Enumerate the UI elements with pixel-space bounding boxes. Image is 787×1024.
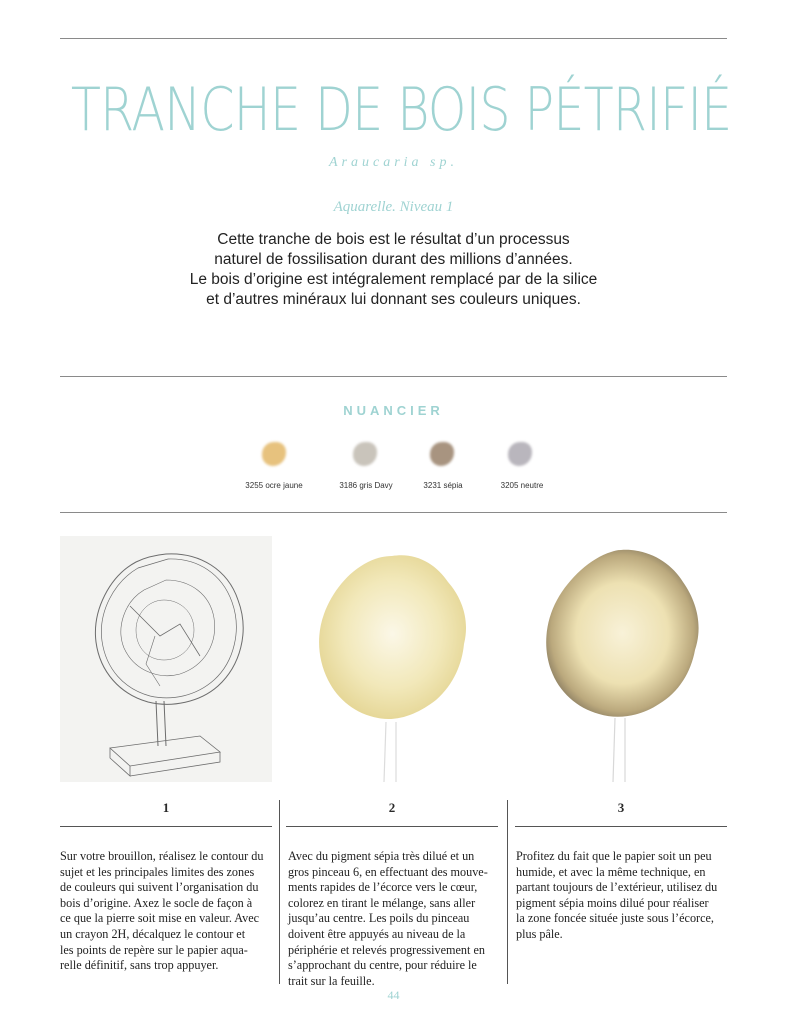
pencil-sketch-illustration: [60, 536, 272, 782]
page-number: 44: [387, 988, 400, 1002]
swatch-label: 3255 ocre jaune: [245, 481, 303, 490]
swatch-sepia: [430, 442, 454, 466]
column-divider: [507, 800, 508, 984]
intro-line: naturel de fossilisation durant des millions d’années.: [214, 251, 573, 268]
step-text-line: partant toujours de l’extérieur, utilisez du: [516, 880, 718, 895]
step-1-sketch-image: [60, 536, 272, 782]
top-rule: [60, 38, 727, 39]
step-text-line: pigment sépia moins dilué pour réaliser: [516, 895, 709, 910]
step-text-line: sujet et les principales limites des zones: [60, 864, 255, 879]
step-1-text: [60, 849, 272, 974]
swatch-label: 3186 gris Davy: [339, 481, 393, 490]
step-text-line: bois d’origine. Axez le socle de façon à: [60, 895, 253, 910]
swatch-neutre: [508, 442, 532, 466]
step-text-line: les points de repère sur le papier aqua-: [60, 942, 248, 957]
intro-line: et d’autres minéraux lui donnant ses couleurs uniques.: [206, 291, 581, 308]
step-text-line: trait sur la feuille.: [288, 973, 375, 988]
step-1-rule: [60, 826, 272, 827]
step-text-line: Profitez du fait que le papier soit un peu: [516, 849, 712, 863]
step-text-line: humide, et avec la même technique, en: [516, 864, 706, 879]
step-text-line: plus pâle.: [516, 926, 563, 941]
step-text-line: gros pinceau 6, en effectuant des mouve-: [288, 864, 488, 879]
step-text-line: doivent être appuyés au niveau de la: [288, 926, 466, 941]
step-3-number: 3: [617, 800, 625, 815]
nuancier-title: NUANCIER: [343, 403, 444, 418]
step-text-line: ments rapides de l’écorce vers le cœur,: [288, 880, 478, 895]
step-2-text: [288, 849, 500, 989]
intro-line: Cette tranche de bois est le résultat d’un processus: [217, 231, 570, 248]
swatch-label: 3205 neutre: [500, 481, 544, 490]
step-text-line: la zone foncée située juste sous l’écorce,: [516, 911, 714, 926]
nuancier-top-rule: [60, 376, 727, 377]
latin-name: Araucaria sp.: [329, 155, 458, 170]
step-2-number: 2: [388, 800, 396, 815]
step-text-line: jusqu’au centre. Les poils du pinceau: [288, 911, 470, 926]
step-1-number: 1: [162, 800, 170, 815]
step-text-line: de couleurs qui suivent l’organisation du: [60, 880, 259, 895]
step-text-line: ce que la pierre soit mise en valeur. Avec: [60, 911, 260, 926]
intro-line: Le bois d’origine est intégralement remplacé par de la silice: [189, 271, 598, 288]
light-wash-illustration: [286, 536, 498, 782]
step-text-line: un crayon 2H, décalquez le contour et: [60, 926, 246, 941]
step-text-line: colorez en tirant le mélange, sans aller: [288, 895, 476, 910]
swatch-gris-davy: [353, 442, 377, 466]
step-2-watercolor-image: [286, 536, 498, 782]
sepia-wash-illustration: [515, 536, 727, 782]
step-text-line: Avec du pigment sépia très dilué et un: [288, 849, 475, 863]
swatch-label: 3231 sépia: [423, 481, 463, 490]
nuancier-bottom-rule: [60, 512, 727, 513]
step-3-text: [516, 849, 728, 943]
step-3-rule: [515, 826, 727, 827]
level-subtitle: Aquarelle. Niveau 1: [333, 199, 454, 215]
step-3-watercolor-image: [515, 536, 727, 782]
step-text-line: relle définitif, sans trop appuyer.: [60, 958, 219, 973]
step-text-line: s’approchant du centre, pour réduire le: [288, 958, 477, 973]
column-divider: [279, 800, 280, 984]
step-2-rule: [286, 826, 498, 827]
page-title: TRANCHE DE BOIS PÉTRIFIÉ: [70, 75, 732, 145]
swatch-ocre-jaune: [262, 442, 286, 466]
step-text-line: périphérie et relevés progressivement en: [288, 942, 485, 957]
intro-paragraph: [160, 230, 627, 310]
step-text-line: Sur votre brouillon, réalisez le contour du: [60, 849, 264, 863]
